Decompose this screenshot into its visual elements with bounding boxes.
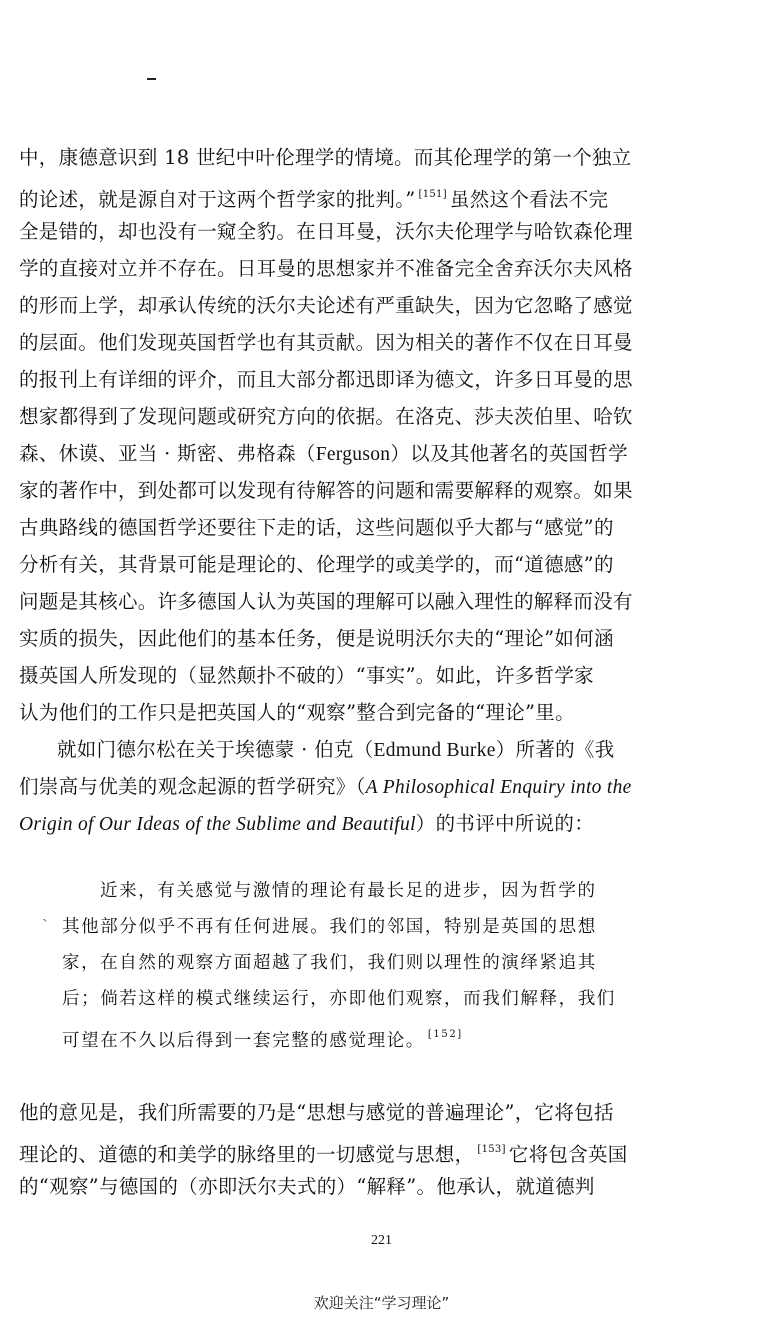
text-line: 摄英国人所发现的（显然颠扑不破的）“事实”。如此，许多哲学家 [19, 664, 594, 687]
quote-line: 近来，有关感觉与激情的理论有最长足的进步，因为哲学的 [100, 881, 597, 901]
text-line: 就如门德尔松在关于埃德蒙 · 伯克（Edmund Burke）所著的《我 [57, 738, 615, 761]
text-line: 学的直接对立并不存在。日耳曼的思想家并不准备完全舍弃沃尔夫风格 [19, 257, 633, 280]
text-line: 的论述，就是源自对于这两个哲学家的批判。” [151] 虽然这个看法不完 [19, 188, 609, 211]
footer-watermark: 欢迎关注“学习理论” [313, 1294, 450, 1312]
text-line: 理论的、道德的和美学的脉络里的一切感觉与思想， [153] 它将包含英国 [19, 1143, 628, 1166]
scan-mark: ` [42, 918, 49, 934]
text-line: 中，康德意识到 18 世纪中叶伦理学的情境。而其伦理学的第一个独立 [19, 146, 632, 169]
paragraph-3 [19, 1094, 645, 1205]
text-line: 想家都得到了发现问题或研究方向的依据。在洛克、莎夫茨伯里、哈钦 [19, 405, 633, 428]
footnote-ref: [152] [427, 1029, 463, 1040]
paragraph-2 [19, 731, 645, 842]
text-line: 实质的损失，因此他们的基本任务，便是说明沃尔夫的“理论”如何涵 [19, 627, 614, 650]
quote-line: 可望在不久以后得到一套完整的感觉理论。 [152] [62, 1029, 463, 1051]
text-line: 问题是其核心。许多德国人认为英国的理解可以融入理性的解释而没有 [19, 590, 633, 613]
text-line: 森、休谟、亚当 · 斯密、弗格森（Ferguson）以及其他著名的英国哲学 [19, 442, 628, 465]
footnote-ref: [153] [477, 1144, 506, 1155]
text-line: 家的著作中，到处都可以发现有待解答的问题和需要解释的观察。如果 [19, 479, 633, 502]
scan-dash-mark [147, 78, 156, 80]
text-line: 认为他们的工作只是把英国人的“观察”整合到完备的“理论”里。 [19, 701, 575, 724]
text-line: 的形而上学，却承认传统的沃尔夫论述有严重缺失，因为它忽略了感觉 [19, 294, 633, 317]
text-line: 们崇高与优美的观念起源的哲学研究》（A Philosophical Enquiry into the [19, 775, 632, 798]
page-number: 221 [371, 1233, 392, 1248]
text-line: 他的意见是，我们所需要的乃是“思想与感觉的普遍理论”，它将包括 [19, 1101, 614, 1124]
quote-line: 后；倘若这样的模式继续运行，亦即他们观察，而我们解释，我们 [62, 989, 616, 1009]
text-line: 的报刊上有详细的评介，而且大部分都迅即译为德文，许多日耳曼的思 [19, 368, 633, 391]
quote-line: 其他部分似乎不再有任何进展。我们的邻国，特别是英国的思想 [62, 917, 597, 937]
block-quote [62, 873, 652, 1053]
text-line: 的“观察”与德国的（亦即沃尔夫式的）“解释”。他承认，就道德判 [19, 1175, 595, 1198]
quote-line: 家，在自然的观察方面超越了我们，我们则以理性的演绎紧追其 [62, 953, 597, 973]
paragraph-1 [19, 139, 645, 731]
footnote-ref: [151] [418, 189, 447, 200]
text-line: 全是错的，却也没有一窥全豹。在日耳曼，沃尔夫伦理学与哈钦森伦理 [19, 220, 633, 243]
text-line: 的层面。他们发现英国哲学也有其贡献。因为相关的著作不仅在日耳曼 [19, 331, 633, 354]
text-line: 分析有关，其背景可能是理论的、伦理学的或美学的，而“道德感”的 [19, 553, 614, 576]
text-line: 古典路线的德国哲学还要往下走的话，这些问题似乎大都与“感觉”的 [19, 516, 614, 539]
text-line: Origin of Our Ideas of the Sublime and Beautiful）的书评中所说的： [19, 812, 594, 835]
